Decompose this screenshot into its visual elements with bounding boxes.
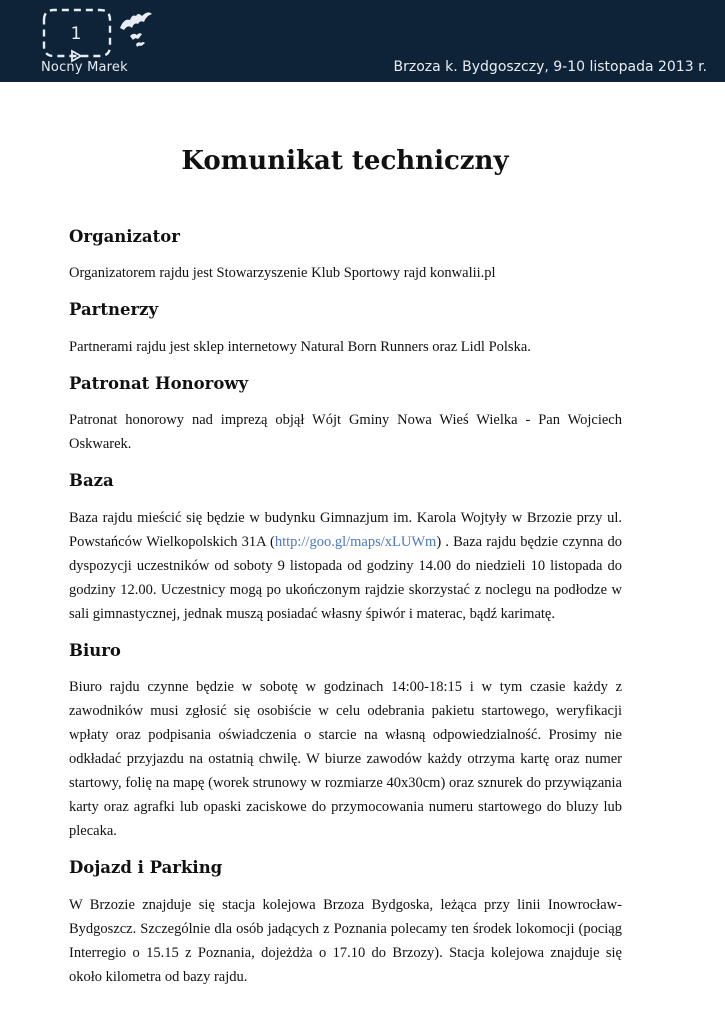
text-before-link: Baza rajdu mieścić się będzie w budynku Gimnazjum im. Karola Wojtyły w Brzozie przy ul. Powstańców Wielkopolskich 31A ( bbox=[69, 509, 622, 550]
maps-link[interactable]: http://goo.gl/maps/xLUWm bbox=[274, 533, 437, 550]
section-biuro bbox=[69, 640, 622, 843]
section-text: Partnerami rajdu jest sklep internetowy Natural Born Runners oraz Lidl Polska. bbox=[69, 338, 531, 355]
section-heading: Partnerzy bbox=[69, 300, 159, 320]
section-organizator bbox=[69, 226, 622, 285]
section-text: Patronat honorowy nad imprezą objął Wójt Gminy Nowa Wieś Wielka - Pan Wojciech Oskwarek. bbox=[69, 412, 622, 453]
section-baza bbox=[69, 470, 622, 625]
document-body bbox=[69, 226, 622, 1003]
section-heading: Dojazd i Parking bbox=[69, 858, 223, 878]
section-text: W Brzozie znajduje się stacja kolejowa Brzoza Bydgoska, leżąca przy linii Inowrocław-Bydgoszcz. Szczególnie dla osób jadących z Poznania polecamy ten środek lokomocji (pociąg Interregio o 15.15 z Poznania, dojeżdża o 17.10 do Brzozy). Stacja kolejowa znajduje się około kilometra od bazy rajdu. bbox=[69, 896, 622, 985]
section-heading: Biuro bbox=[69, 640, 121, 660]
section-text: Organizatorem rajdu jest Stowarzyszenie Klub Sportowy rajd konwalii.pl bbox=[69, 265, 496, 282]
section-dojazd bbox=[69, 857, 622, 988]
logo-name: Nocny Marek bbox=[41, 60, 128, 75]
logo-number: 1 bbox=[70, 24, 82, 44]
section-partnerzy bbox=[69, 299, 622, 358]
section-heading: Organizator bbox=[69, 227, 180, 246]
section-patronat bbox=[69, 373, 622, 456]
section-heading: Patronat Honorowy bbox=[69, 373, 249, 393]
nocny-marek-logo bbox=[38, 6, 158, 66]
event-location-date: Brzoza k. Bydgoszczy, 9-10 listopada 2013 r. bbox=[393, 59, 707, 75]
page-title: Komunikat techniczny bbox=[181, 146, 509, 176]
section-text bbox=[69, 506, 622, 626]
text-after-link: ) . Baza rajdu będzie czynna do dyspozycji uczestników od soboty 9 listopada od godziny 14.00 do niedzieli 10 listopada do godziny 12.00. Uczestnicy mogą po ukończonym rajdzie skorzystać z noclegu na podłodze w sali gimnastycznej, jednak muszą posiadać własny śpiwór i materac, bądź karimatę. bbox=[69, 533, 622, 622]
section-heading: Baza bbox=[69, 471, 114, 491]
page-header bbox=[0, 0, 725, 82]
section-text: Biuro rajdu czynne będzie w sobotę w godzinach 14:00-18:15 i w tym czasie każdy z zawodników musi zgłosić się osobiście w celu odebrania pakietu startowego, weryfikacji wpłaty oraz podpisania oświadczenia o starcie na własną odpowiedzialność. Prosimy nie odkładać przyjazdu na ostatnią chwilę. W biurze zawodów każdy otrzyma kartę oraz numer startowy, folię na mapę (worek strunowy w rozmiarze 40x30cm) oraz sznurek do przywiązania karty oraz agrafki lub opaski zaciskowe do przymocowania numeru startowego do bluzy lub plecaka. bbox=[69, 679, 622, 840]
